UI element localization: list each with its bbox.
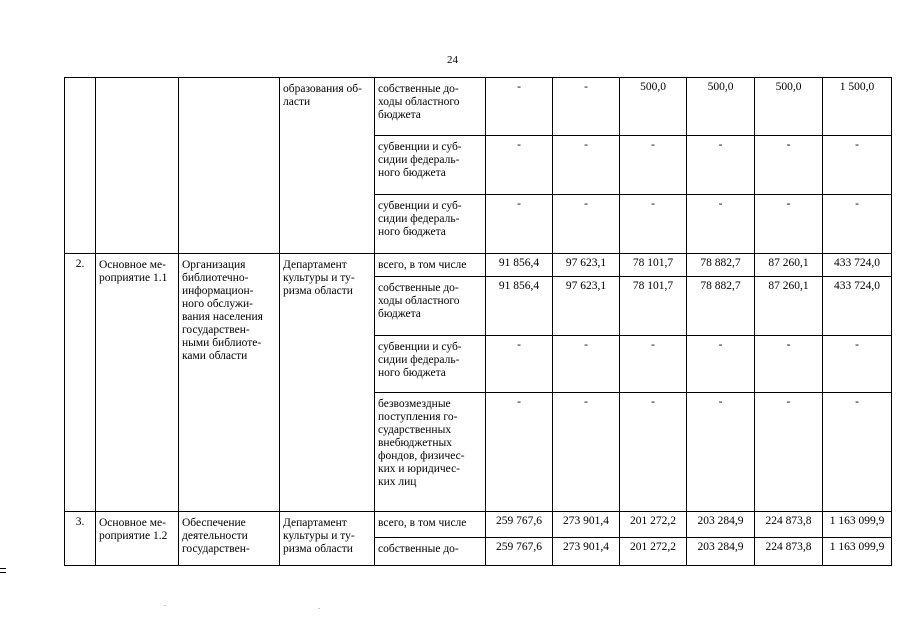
cell-value: - bbox=[823, 194, 892, 253]
page-number: 24 bbox=[447, 54, 458, 66]
cell-number: 2. bbox=[65, 254, 96, 512]
cell-status: Основное ме- роприятие 1.2 bbox=[96, 511, 179, 565]
cell-value: 97 623,1 bbox=[553, 254, 620, 277]
cell-value: 91 856,4 bbox=[486, 254, 553, 277]
cell-value: 1 163 099,9 bbox=[823, 537, 892, 565]
cell-executor: образования об- ласти bbox=[280, 78, 375, 254]
cell-value: - bbox=[620, 136, 687, 194]
scan-dot bbox=[164, 605, 166, 606]
cell-value: 97 623,1 bbox=[553, 277, 620, 335]
cell-value: - bbox=[486, 335, 553, 392]
cell-source: субвенции и суб- сидии федераль- ного бюджета bbox=[375, 335, 486, 392]
cell-value: - bbox=[687, 194, 755, 253]
cell-source: субвенции и суб- сидии федераль- ного бюджета bbox=[375, 136, 486, 194]
cell-value: 203 284,9 bbox=[687, 537, 755, 565]
cell-value: - bbox=[620, 335, 687, 392]
cell-value: - bbox=[687, 136, 755, 194]
cell-value: 78 101,7 bbox=[620, 254, 687, 277]
cell-executor: Департамент культуры и ту- ризма области bbox=[280, 254, 375, 512]
cell-value: 78 101,7 bbox=[620, 277, 687, 335]
cell-value: 273 901,4 bbox=[553, 537, 620, 565]
cell-number: 3. bbox=[65, 511, 96, 565]
cell-value: - bbox=[687, 392, 755, 511]
cell-value: 201 272,2 bbox=[620, 537, 687, 565]
cell-value: - bbox=[823, 392, 892, 511]
cell-source: субвенции и суб- сидии федераль- ного бюджета bbox=[375, 194, 486, 253]
cell-value: - bbox=[687, 335, 755, 392]
cell-value: 91 856,4 bbox=[486, 277, 553, 335]
table-row bbox=[65, 254, 892, 277]
scan-dot bbox=[318, 608, 320, 609]
cell-value: - bbox=[486, 194, 553, 253]
cell-value: - bbox=[553, 194, 620, 253]
cell-value: - bbox=[755, 392, 823, 511]
cell-value: - bbox=[620, 194, 687, 253]
cell-source: всего, в том числе bbox=[375, 511, 486, 537]
cell-value: - bbox=[553, 78, 620, 136]
cell-value: 433 724,0 bbox=[823, 254, 892, 277]
cell-value: - bbox=[486, 392, 553, 511]
cell-value: - bbox=[486, 136, 553, 194]
cell-value: 500,0 bbox=[687, 78, 755, 136]
cell-source: безвозмездные поступления го- сударственных внебюджетных фондов, физичес- ких и юридичес- ких лиц bbox=[375, 392, 486, 511]
cell-source: собственные до- bbox=[375, 537, 486, 565]
cell-value: - bbox=[755, 335, 823, 392]
cell-value: - bbox=[823, 136, 892, 194]
cell-status: Основное ме- роприятие 1.1 bbox=[96, 254, 179, 512]
cell-value: 87 260,1 bbox=[755, 254, 823, 277]
margin-mark bbox=[0, 568, 6, 573]
cell-value: - bbox=[486, 78, 553, 136]
cell-value: 1 500,0 bbox=[823, 78, 892, 136]
cell-source: собственные до- ходы областного бюджета bbox=[375, 277, 486, 335]
cell-value: 78 882,7 bbox=[687, 254, 755, 277]
cell-value: 224 873,8 bbox=[755, 537, 823, 565]
cell-value: 500,0 bbox=[620, 78, 687, 136]
cell-value: - bbox=[553, 136, 620, 194]
cell-value: 203 284,9 bbox=[687, 511, 755, 537]
cell-value: 224 873,8 bbox=[755, 511, 823, 537]
cell-value: 273 901,4 bbox=[553, 511, 620, 537]
cell-value: - bbox=[755, 136, 823, 194]
table-row bbox=[65, 78, 892, 136]
cell-value: 201 272,2 bbox=[620, 511, 687, 537]
table-row bbox=[65, 511, 892, 537]
cell-source: всего, в том числе bbox=[375, 254, 486, 277]
cell-value: 78 882,7 bbox=[687, 277, 755, 335]
cell-value: - bbox=[553, 335, 620, 392]
cell-value: 259 767,6 bbox=[486, 537, 553, 565]
cell-name: Обеспечение деятельности государствен- bbox=[179, 511, 280, 565]
cell-source: собственные до- ходы областного бюджета bbox=[375, 78, 486, 136]
cell-value: 500,0 bbox=[755, 78, 823, 136]
cell-value: 1 163 099,9 bbox=[823, 511, 892, 537]
cell-status bbox=[96, 78, 179, 254]
budget-table bbox=[64, 77, 892, 566]
cell-value: 259 767,6 bbox=[486, 511, 553, 537]
cell-number bbox=[65, 78, 96, 254]
cell-executor: Департамент культуры и ту- ризма области bbox=[280, 511, 375, 565]
cell-value: 433 724,0 bbox=[823, 277, 892, 335]
cell-value: - bbox=[553, 392, 620, 511]
cell-value: 87 260,1 bbox=[755, 277, 823, 335]
cell-value: - bbox=[755, 194, 823, 253]
cell-value: - bbox=[620, 392, 687, 511]
cell-name bbox=[179, 78, 280, 254]
cell-value: - bbox=[823, 335, 892, 392]
cell-name: Организация библиотечно- информацион- ного обслужи- вания населения государствен- ными библиоте- ками области bbox=[179, 254, 280, 512]
